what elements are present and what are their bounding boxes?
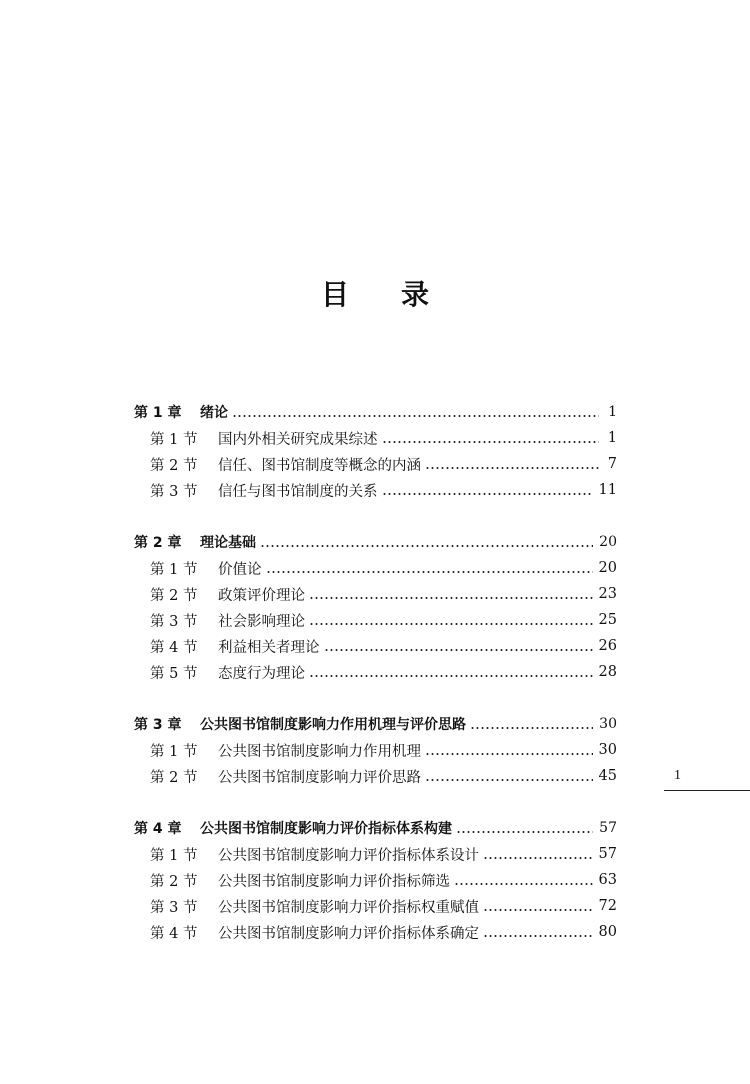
dot-leader [309, 597, 593, 599]
toc-title: 公共图书馆制度影响力评价指标权重赋值 [218, 899, 479, 916]
toc-number: 第 1 节 [150, 431, 198, 448]
toc-section-2-5[interactable] [134, 659, 617, 685]
toc-title: 公共图书馆制度影响力评价指标体系构建 [200, 821, 452, 837]
toc-title: 社会影响理论 [218, 613, 305, 630]
dot-leader [382, 493, 593, 495]
toc-page: 45 [598, 768, 617, 784]
toc-page: 26 [598, 638, 617, 654]
toc-section-1-3[interactable] [134, 477, 617, 503]
toc-chapter-4[interactable] [134, 815, 617, 841]
toc-chapter-2[interactable] [134, 529, 617, 555]
dot-leader [483, 935, 593, 937]
page-number: 1 [674, 768, 681, 783]
toc-number: 第 4 节 [150, 639, 198, 656]
toc-section-2-2[interactable] [134, 581, 617, 607]
toc-number: 第 2 章 [134, 535, 182, 551]
page-number-tab [664, 768, 750, 788]
toc-section-4-4[interactable] [134, 919, 617, 945]
toc-number: 第 1 节 [150, 847, 198, 864]
toc-number: 第 1 节 [150, 743, 198, 760]
dot-leader [232, 415, 599, 417]
toc-title: 信任、图书馆制度等概念的内涵 [218, 457, 421, 474]
toc-section-3-1[interactable] [134, 737, 617, 763]
dot-leader [483, 909, 593, 911]
toc-page: 57 [599, 820, 617, 836]
dot-leader [470, 727, 593, 729]
toc-number: 第 3 节 [150, 899, 198, 916]
toc-section-1-1[interactable] [134, 425, 617, 451]
title-char-2: 录 [401, 278, 430, 311]
toc-page: 7 [607, 456, 617, 472]
toc-page: 63 [598, 872, 617, 888]
toc-number: 第 4 节 [150, 925, 198, 942]
toc-section-2-3[interactable] [134, 607, 617, 633]
toc-title: 公共图书馆制度影响力评价指标体系确定 [218, 925, 479, 942]
toc-page: 72 [598, 898, 617, 914]
dot-leader [382, 441, 600, 443]
toc-title: 公共图书馆制度影响力评价指标体系设计 [218, 847, 479, 864]
toc-page: 30 [599, 716, 617, 732]
dot-leader [425, 779, 593, 781]
title-char-1: 目 [320, 278, 349, 311]
toc-title: 信任与图书馆制度的关系 [218, 483, 378, 500]
toc-section-3-2[interactable] [134, 763, 617, 789]
toc-section-4-3[interactable] [134, 893, 617, 919]
toc-section-1-2[interactable] [134, 451, 617, 477]
toc-number: 第 3 节 [150, 483, 198, 500]
dot-leader [456, 831, 593, 833]
toc-page: 80 [598, 924, 617, 940]
dot-leader [266, 571, 593, 573]
dot-leader [324, 649, 593, 651]
toc-page: 30 [598, 742, 617, 758]
toc-section-4-1[interactable] [134, 841, 617, 867]
toc-number: 第 1 章 [134, 405, 182, 421]
toc-section-2-4[interactable] [134, 633, 617, 659]
toc-title: 政策评价理论 [218, 587, 305, 604]
toc-page: 57 [598, 846, 617, 862]
toc-title: 公共图书馆制度影响力评价思路 [218, 769, 421, 786]
toc-page: 1 [608, 404, 617, 420]
dot-leader [309, 675, 593, 677]
toc-number: 第 3 节 [150, 613, 198, 630]
dot-leader [425, 467, 599, 469]
toc-number: 第 3 章 [134, 717, 182, 733]
toc-page: 28 [598, 664, 617, 680]
folio-rule [664, 790, 750, 791]
dot-leader [260, 545, 593, 547]
toc-title: 公共图书馆制度影响力作用机理 [218, 743, 421, 760]
dot-leader [483, 857, 593, 859]
toc-title: 公共图书馆制度影响力作用机理与评价思路 [200, 717, 466, 733]
toc-page: 1 [607, 430, 617, 446]
toc-page: 20 [598, 560, 617, 576]
toc-chapter-3[interactable] [134, 711, 617, 737]
dot-leader [309, 623, 593, 625]
toc-title: 态度行为理论 [218, 665, 305, 682]
toc-title: 利益相关者理论 [218, 639, 320, 656]
toc-section-2-1[interactable] [134, 555, 617, 581]
toc-number: 第 4 章 [134, 821, 182, 837]
toc-number: 第 1 节 [150, 561, 198, 578]
toc-title: 公共图书馆制度影响力评价指标筛选 [218, 873, 450, 890]
toc-number: 第 2 节 [150, 873, 198, 890]
toc-title: 国内外相关研究成果综述 [218, 431, 378, 448]
toc-number: 第 5 节 [150, 665, 198, 682]
dot-leader [425, 753, 593, 755]
page-title [0, 278, 750, 312]
dot-leader [454, 883, 593, 885]
toc-chapter-1[interactable] [134, 399, 617, 425]
toc-number: 第 2 节 [150, 769, 198, 786]
toc-page: 20 [599, 534, 617, 550]
toc-title: 绪论 [200, 405, 228, 421]
toc-page: 11 [598, 482, 617, 498]
toc-number: 第 2 节 [150, 457, 198, 474]
toc-page: 25 [598, 612, 617, 628]
toc-title: 理论基础 [200, 535, 256, 551]
toc-section-4-2[interactable] [134, 867, 617, 893]
toc-number: 第 2 节 [150, 587, 198, 604]
toc-title: 价值论 [218, 561, 262, 578]
toc-page: 23 [598, 586, 617, 602]
